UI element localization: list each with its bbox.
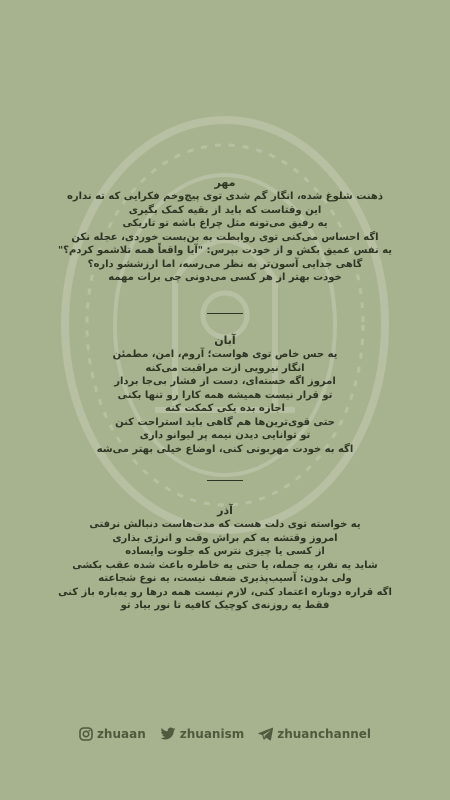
section-line: اگه قراره دوباره اعتماد کنی، لازم نیست همه درها رو یه‌باره باز کنی [58,586,392,598]
twitter-handle[interactable] [160,727,244,741]
section-line: تو توانایی دیدن نیمه پر لیوانو داری [139,430,311,441]
telegram-username: zhuanchannel [277,727,372,741]
section-title: آذر [217,504,233,517]
section-line: اگه احساس می‌کنی توی روابطت به بن‌بست خوردی، عجله نکن [71,231,379,243]
section-line: فقط یه روزنه‌ی کوچیک کافیه تا نور بیاد تو [120,600,330,611]
instagram-icon [79,727,93,741]
section-line: یه رفیق می‌تونه مثل چراغ باشه تو تاریکی [122,218,328,229]
section-title: مهر [214,176,236,189]
section-divider [207,480,243,481]
section-line: یه حس خاص توی هواست؛ آروم، امن، مطمئن [112,349,338,360]
section-line: این وقتاست که باید از بقیه کمک بگیری [128,204,322,216]
section-title: آبان [214,334,236,347]
twitter-username: zhuanism [179,727,245,741]
section-line: امروز وقتشه یه کم براش وقت و انرژی بذاری [112,532,338,544]
section-line: تو قرار نیست همیشه همه کارا رو تنها بکنی [117,389,333,401]
section-line: امروز اگه خسته‌ای، دست از فشار بی‌جا بردار [114,376,336,387]
instagram-handle[interactable] [79,727,146,741]
telegram-icon [258,727,273,741]
section-line: شاید یه نفر، یه جمله، یا حتی یه خاطره باعث شده عقب بکشی [72,559,378,571]
section-line: ولی بدون: آسیب‌پذیری ضعف نیست، یه نوع شجاعته [98,573,352,584]
section-line: حتی قوی‌ترین‌ها هم گاهی باید استراحت کنن [115,416,335,428]
section-line: یه خواسته توی دلت هست که مدت‌هاست دنبالش نرفتی [89,519,361,530]
section-aban [20,334,430,456]
section-line: از کسی یا چیزی نترس که جلوت وایساده [125,546,325,557]
ornamental-watermark [55,110,395,540]
section-line: ذهنت شلوغ شده، انگار گم شدی توی پیچ‌وخم فکرایی که ته نداره [66,191,383,202]
section-line: یه نفس عمیق بکش و از خودت بپرس: "آیا واقعاً همه تلاشمو کردم؟" [57,245,393,256]
section-azar [20,504,430,613]
section-line: اجازه بده یکی کمکت کنه [165,403,285,414]
section-mehr [20,176,430,285]
social-footer [0,724,450,744]
section-line: گاهی جدایی آسون‌تر به نظر می‌رسه، اما ارزششو داره؟ [87,258,363,270]
instagram-username: zhuaan [96,727,146,741]
section-line: انگار نیرویی ازت مراقبت می‌کنه [145,362,305,374]
section-line: اگه به خودت مهربونی کنی، اوضاع خیلی بهتر می‌شه [96,443,354,455]
telegram-handle[interactable] [258,727,371,741]
section-line: خودت بهتر از هر کسی می‌دونی چی برات مهمه [108,272,342,283]
section-divider [207,313,243,314]
twitter-icon [160,727,176,741]
